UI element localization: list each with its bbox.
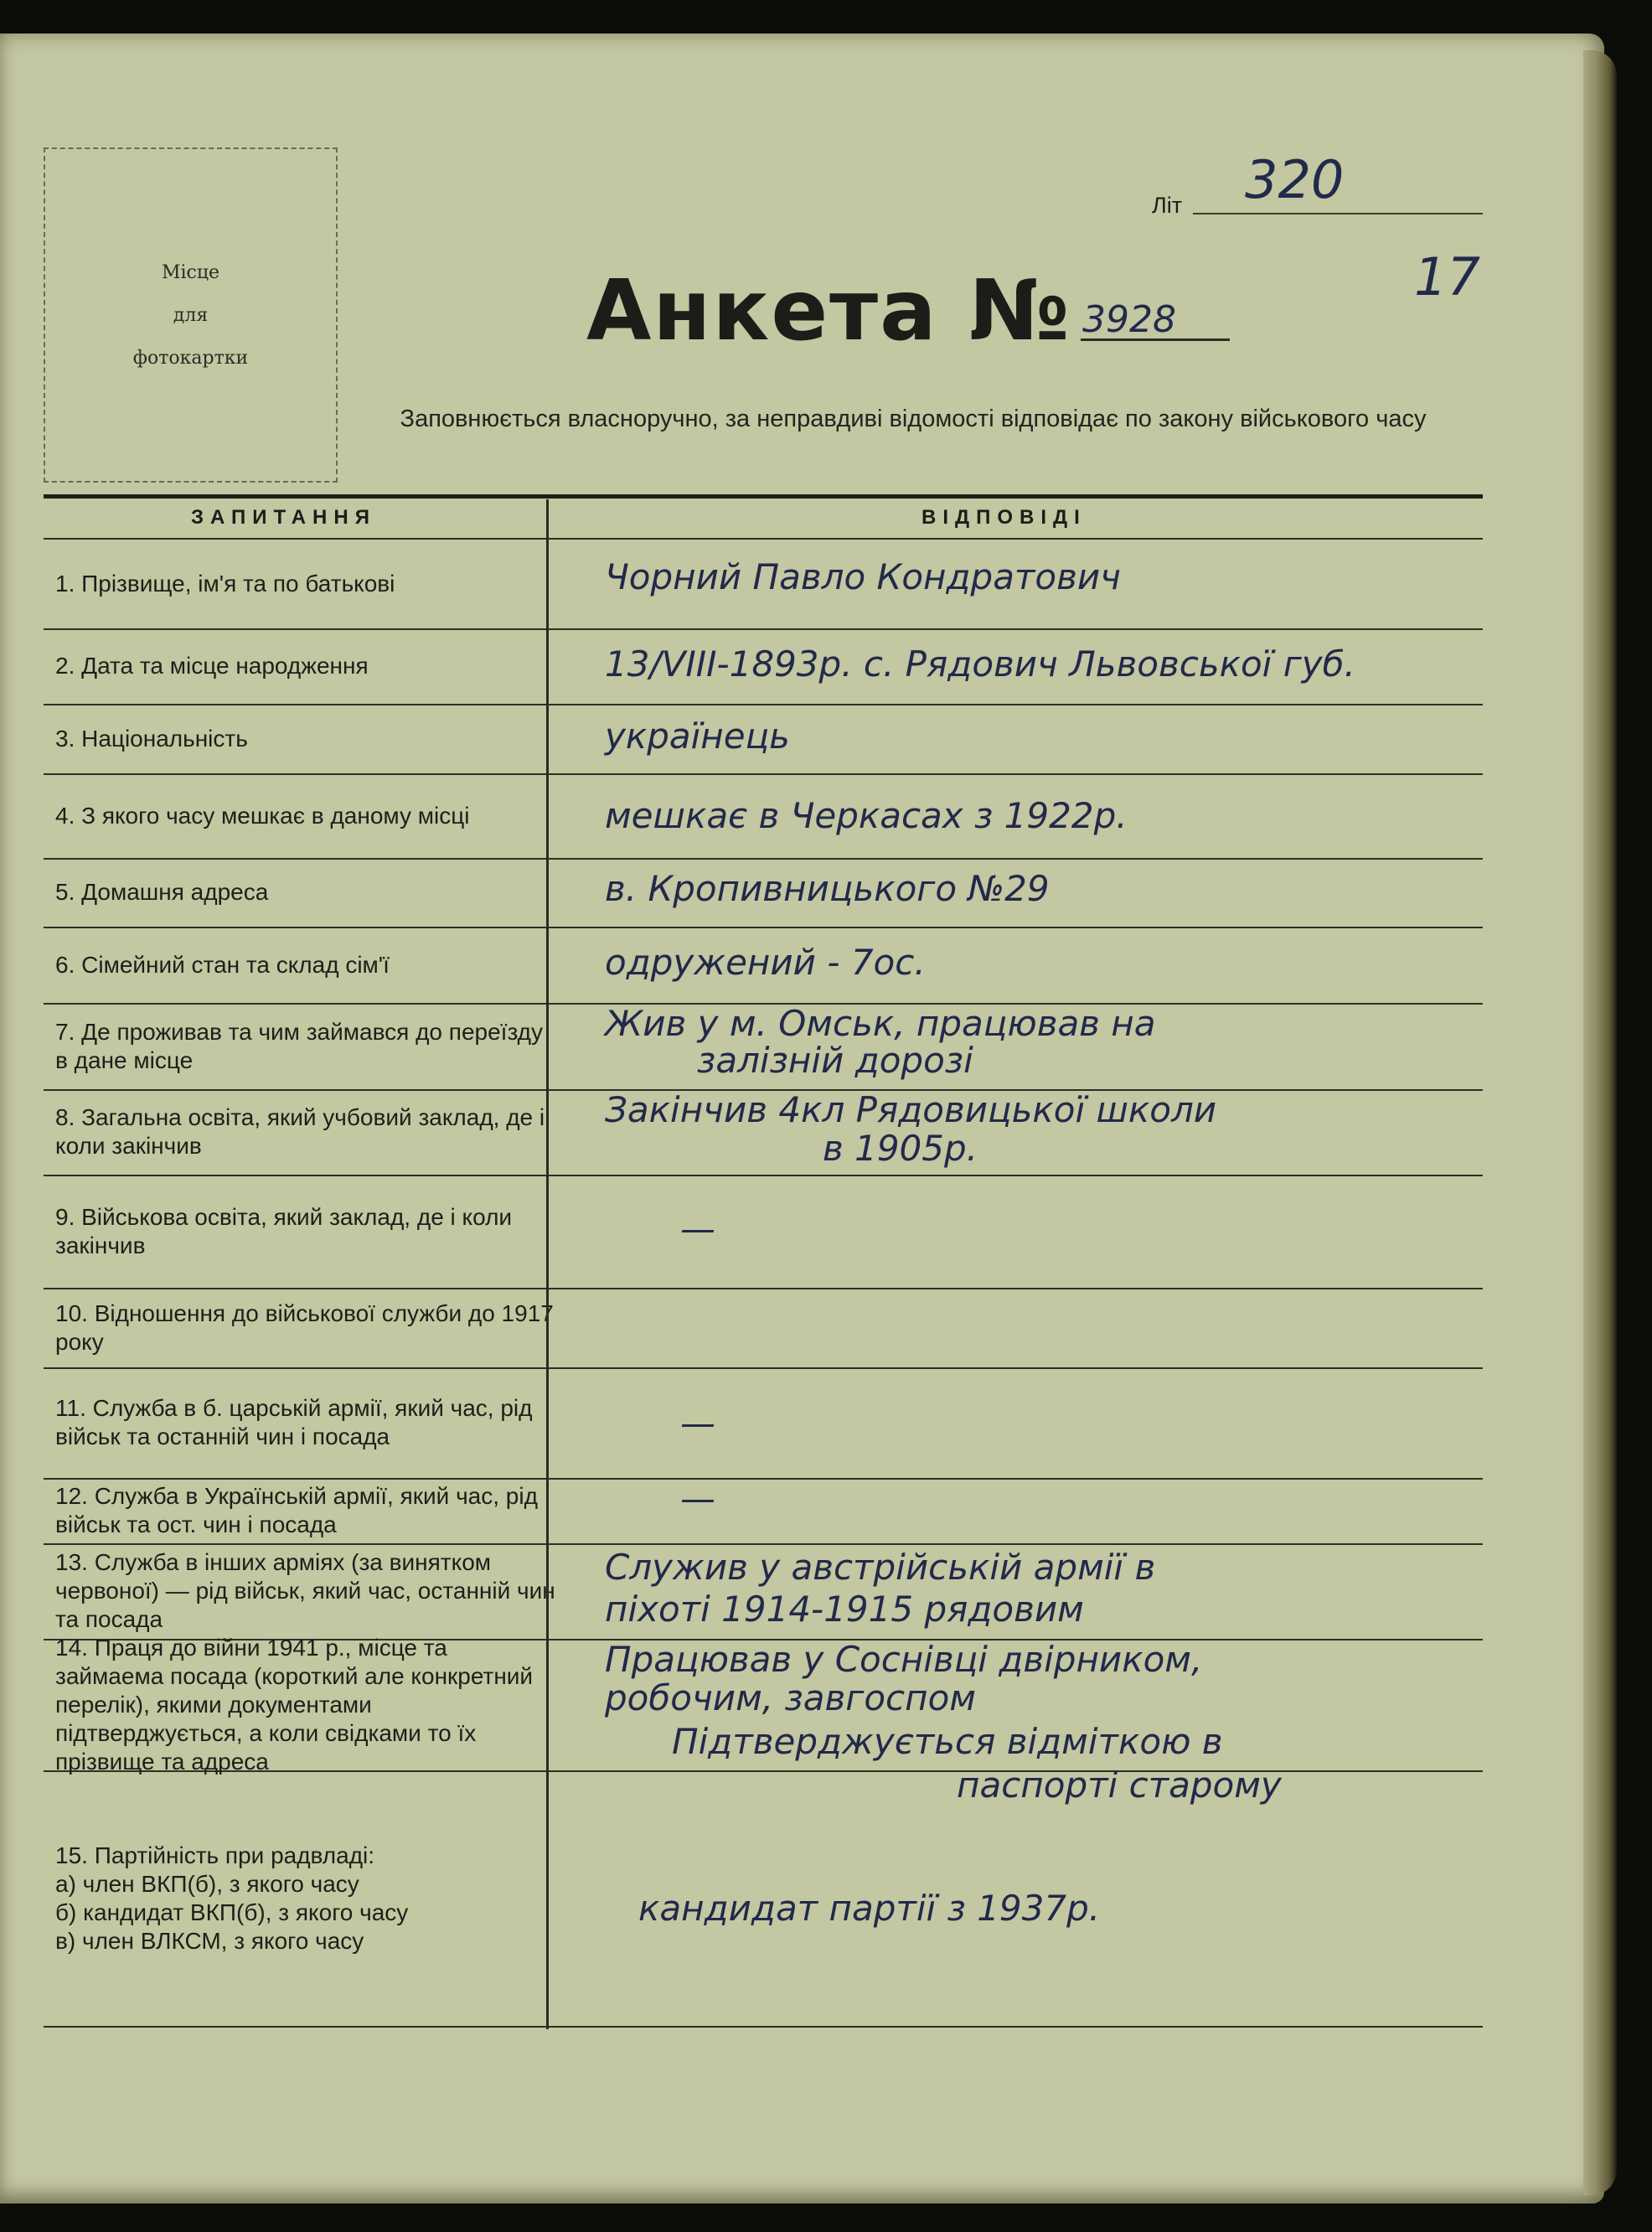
handwritten-answer — [571, 1288, 1483, 1367]
answer-line: одружений - 7ос. — [605, 942, 926, 983]
photo-box-label-1: Місце — [161, 261, 220, 283]
question-label — [44, 628, 556, 704]
answer-line: в. Кропивницького №29 — [605, 868, 1050, 909]
answer-line: в 1905р. — [823, 1128, 978, 1169]
form-title: Анкета № — [586, 261, 1071, 359]
question-text: 12. Служба в Українській армії, який час, рід військ та ост. чин і посада — [55, 1483, 538, 1537]
question-text: 2. Дата та місце народження — [55, 653, 369, 679]
question-row — [44, 1003, 1483, 1091]
question-text: 9. Військова освіта, який заклад, де і коли закінчив — [55, 1203, 513, 1258]
lit-number: 320 — [1245, 149, 1345, 210]
question-label — [44, 1478, 556, 1543]
question-label — [44, 773, 556, 858]
question-row — [44, 1367, 1483, 1480]
handwritten-answer — [571, 1089, 1483, 1175]
photo-placeholder — [44, 147, 338, 483]
question-text: 5. Домашня адреса — [55, 879, 269, 905]
answer-line: Служив у австрійській армії в — [605, 1547, 1156, 1588]
handwritten-answer — [571, 1770, 1483, 2026]
header-rule — [44, 494, 1483, 499]
answer-line: українець — [605, 716, 790, 757]
question-text: 4. З якого часу мешкає в даному місці — [55, 802, 470, 829]
question-label — [44, 1634, 556, 1775]
form-instruction: Заповнюється власноручно, за неправдиві відомості відповідає по закону військового часу — [400, 406, 1427, 432]
photo-box-label-3: фотокартки — [132, 347, 249, 369]
question-row — [44, 927, 1483, 1005]
answer-line: піхоті 1914-1915 рядовим — [605, 1589, 1084, 1630]
question-label — [44, 1003, 556, 1089]
question-row — [44, 1634, 1483, 1806]
answer-line: паспорті старому — [957, 1764, 1282, 1806]
question-text: 3. Національність — [55, 725, 248, 752]
question-row — [44, 540, 1483, 630]
handwritten-answer — [571, 927, 1483, 1003]
handwritten-answer — [571, 540, 1483, 628]
question-text: 8. Загальна освіта, який учбовий заклад, де і коли закінчив — [55, 1104, 545, 1159]
handwritten-answer — [571, 628, 1483, 704]
question-label — [44, 1288, 556, 1367]
answer-line: кандидат партії з 1937р. — [638, 1888, 1101, 1929]
question-label — [44, 1770, 556, 2026]
answer-line: залізній дорозі — [697, 1040, 973, 1081]
handwritten-answer — [571, 1543, 1483, 1639]
question-row — [44, 628, 1483, 705]
question-label — [44, 1543, 556, 1639]
question-row — [44, 1288, 1483, 1369]
answer-line: мешкає в Черкасах з 1922р. — [605, 795, 1128, 836]
question-row — [44, 773, 1483, 860]
question-text: 11. Служба в б. царській армії, який час, рід військ та останній чин і посада — [55, 1395, 533, 1449]
handwritten-answer — [571, 704, 1483, 773]
form-number-underline — [1081, 338, 1230, 341]
answer-line: — — [680, 1208, 715, 1249]
question-row — [44, 1175, 1483, 1289]
column-divider — [546, 499, 549, 2029]
question-row — [44, 1089, 1483, 1176]
answer-line: Чорний Павло Кондратович — [605, 556, 1121, 597]
column-header-row — [44, 499, 1483, 540]
answer-line: Працював у Соснівці двірником, — [605, 1639, 1203, 1680]
answer-line: Жив у м. Омськ, працював на — [605, 1003, 1156, 1044]
handwritten-answer — [571, 1003, 1483, 1089]
question-row — [44, 1543, 1483, 1640]
answer-line: Закінчив 4кл Рядовицької школи — [605, 1089, 1217, 1130]
answer-line: — — [680, 1478, 715, 1519]
answer-line: робочим, завгоспом — [605, 1677, 976, 1718]
question-row — [44, 1478, 1483, 1545]
question-label — [44, 704, 556, 773]
handwritten-answer — [571, 773, 1483, 858]
handwritten-answer — [571, 1367, 1483, 1478]
question-text: 7. Де проживав та чим займався до переїзду в дане місце — [55, 1018, 543, 1073]
question-label — [44, 1089, 556, 1175]
question-row — [44, 1770, 1483, 2028]
question-text: 6. Сімейний стан та склад сім'ї — [55, 951, 390, 978]
question-row — [44, 858, 1483, 928]
question-label — [44, 1175, 556, 1288]
page-edge — [1583, 50, 1617, 2195]
form-number: 3928 — [1082, 298, 1176, 341]
answer-line: 13/VIII-1893р. с. Рядович Львовської губ. — [605, 643, 1355, 685]
corner-page-number: 17 — [1414, 246, 1480, 307]
questionnaire-page — [0, 34, 1604, 2204]
photo-box-label-2: для — [173, 304, 209, 326]
question-text: 10. Відношення до військової служби до 1917 року — [55, 1299, 554, 1355]
answer-line: Підтверджується відміткою в — [672, 1721, 1223, 1762]
answers-column-header: ВІДПОВІДІ — [922, 506, 1087, 529]
question-label — [44, 540, 556, 628]
questions-column-header: ЗАПИТАННЯ — [191, 506, 376, 529]
question-row — [44, 704, 1483, 775]
question-text: 1. Прізвище, ім'я та по батькові — [55, 571, 395, 597]
question-label — [44, 927, 556, 1003]
lit-underline — [1193, 213, 1483, 214]
question-text: 15. Партійність при радвладі: а) член ВКП(б), з якого часу б) кандидат ВКП(б), з якого часу в) член ВЛКСМ, з якого часу — [55, 1842, 409, 1954]
question-text: 13. Служба в інших арміях (за винятком червоної) — рід військ, який час, останній чин та посада — [55, 1549, 555, 1632]
answer-line: — — [680, 1403, 715, 1444]
question-label — [44, 1367, 556, 1478]
question-text: 14. Праця до війни 1941 р., місце та займаема посада (короткий але конкретний перелік), якими документами підтверджується, а коли свідками то їх прізвище та адреса — [55, 1634, 534, 1775]
handwritten-answer — [571, 858, 1483, 927]
question-label — [44, 858, 556, 927]
handwritten-answer — [571, 1175, 1483, 1288]
lit-label: Літ — [1152, 193, 1183, 218]
handwritten-answer — [571, 1639, 1483, 1806]
handwritten-answer — [571, 1478, 1483, 1543]
